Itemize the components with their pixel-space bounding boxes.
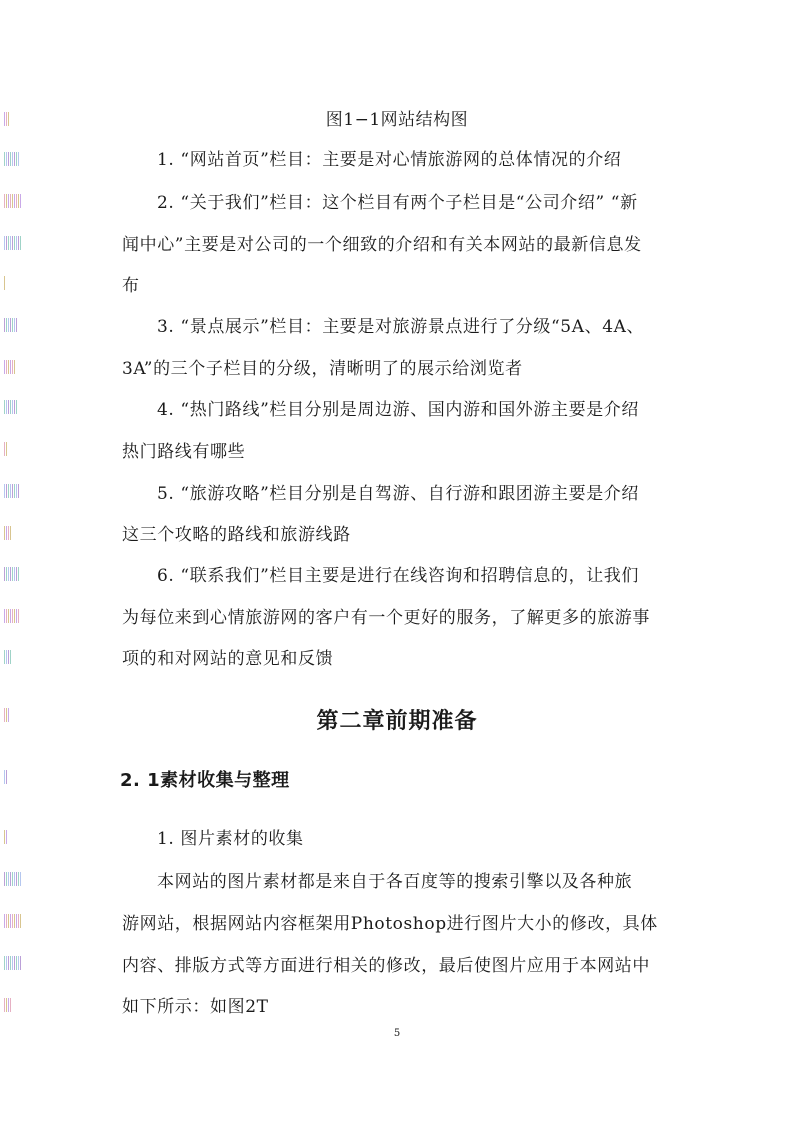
scan-noise-stroke xyxy=(8,194,9,208)
paragraph-line: 1. “网站首页”栏目：主要是对心情旅游网的总体情况的介绍 xyxy=(157,150,622,170)
scan-noise-stroke xyxy=(6,236,7,250)
scan-noise-stroke xyxy=(6,484,7,498)
scan-noise-stroke xyxy=(16,236,17,250)
scan-noise-stroke xyxy=(14,484,15,498)
scan-noise-stroke xyxy=(4,276,5,290)
scan-noise-mark xyxy=(4,192,22,210)
scan-noise-stroke xyxy=(14,236,15,250)
paragraph-line: 为每位来到心情旅游网的客户有一个更好的服务，了解更多的旅游事 xyxy=(122,608,650,628)
scan-noise-stroke xyxy=(8,360,9,374)
scan-noise-stroke xyxy=(4,650,5,664)
scan-noise-stroke xyxy=(12,956,13,970)
scan-noise-stroke xyxy=(6,442,7,456)
scan-noise-stroke xyxy=(14,194,15,208)
scan-noise-stroke xyxy=(16,484,17,498)
figure-caption: 图1−1网站结构图 xyxy=(325,110,469,130)
scan-noise-stroke xyxy=(10,360,11,374)
scan-noise-stroke xyxy=(10,956,11,970)
scan-noise-stroke xyxy=(20,872,21,886)
scan-noise-stroke xyxy=(10,872,11,886)
page-number: 5 xyxy=(393,1028,401,1039)
scan-noise-stroke xyxy=(8,609,9,623)
scan-noise-mark xyxy=(4,524,22,542)
scan-noise-stroke xyxy=(16,318,17,332)
scan-noise-stroke xyxy=(8,998,9,1012)
scan-noise-stroke xyxy=(18,152,19,166)
paragraph-line: 如下所示：如图2T xyxy=(122,997,269,1017)
scan-noise-stroke xyxy=(4,526,5,540)
scan-noise-mark xyxy=(4,828,22,846)
scan-noise-stroke xyxy=(4,484,5,498)
scan-noise-stroke xyxy=(18,609,19,623)
scan-noise-stroke xyxy=(8,872,9,886)
scan-noise-stroke xyxy=(18,484,19,498)
scan-noise-stroke xyxy=(14,360,15,374)
paragraph-line: 布 xyxy=(122,276,140,296)
paragraph-line: 2. “关于我们”栏目：这个栏目有两个子栏目是“公司介绍” “新 xyxy=(157,193,638,213)
scan-noise-stroke xyxy=(18,872,19,886)
scan-noise-stroke xyxy=(12,152,13,166)
scan-noise-stroke xyxy=(16,872,17,886)
paragraph-line: 闻中心”主要是对公司的一个细致的介绍和有关本网站的最新信息发 xyxy=(122,235,642,255)
scan-noise-stroke xyxy=(4,400,5,414)
scan-noise-stroke xyxy=(12,609,13,623)
paragraph-line: 4. “热门路线”栏目分别是周边游、国内游和国外游主要是介绍 xyxy=(157,400,640,420)
scan-noise-stroke xyxy=(4,360,5,374)
scan-noise-mark xyxy=(4,440,22,458)
scan-noise-stroke xyxy=(20,194,21,208)
scan-noise-stroke xyxy=(10,400,11,414)
scan-noise-stroke xyxy=(10,526,11,540)
scan-noise-stroke xyxy=(18,956,19,970)
scan-noise-mark xyxy=(4,954,22,972)
scan-noise-stroke xyxy=(14,400,15,414)
scan-noise-mark xyxy=(4,912,22,930)
scan-noise-stroke xyxy=(6,770,7,784)
scan-noise-stroke xyxy=(14,567,15,581)
scan-noise-stroke xyxy=(4,609,5,623)
scan-noise-mark xyxy=(4,607,22,625)
scan-noise-stroke xyxy=(10,152,11,166)
scan-noise-stroke xyxy=(8,152,9,166)
scan-noise-stroke xyxy=(14,914,15,928)
scan-noise-mark xyxy=(4,316,22,334)
paragraph-line: 3A”的三个子栏目的分级，清晰明了的展示给浏览者 xyxy=(122,359,523,379)
paragraph-line: 6. “联系我们”栏目主要是进行在线咨询和招聘信息的，让我们 xyxy=(157,566,640,586)
scan-noise-stroke xyxy=(10,318,11,332)
paragraph-line: 游网站，根据网站内容框架用Photoshop进行图片大小的修改，具体 xyxy=(122,914,658,934)
scan-noise-stroke xyxy=(8,484,9,498)
scan-noise-mark xyxy=(4,358,22,376)
scan-noise-stroke xyxy=(12,484,13,498)
scan-noise-mark xyxy=(4,648,22,666)
scan-noise-stroke xyxy=(18,236,19,250)
scan-noise-stroke xyxy=(6,194,7,208)
scan-noise-stroke xyxy=(10,194,11,208)
paragraph-line: 热门路线有哪些 xyxy=(122,442,246,462)
scan-noise-stroke xyxy=(16,956,17,970)
scan-noise-mark xyxy=(4,234,22,252)
scan-noise-stroke xyxy=(8,318,9,332)
scan-noise-stroke xyxy=(4,442,5,456)
scan-noise-mark xyxy=(4,768,22,786)
scan-noise-stroke xyxy=(4,872,5,886)
scan-noise-stroke xyxy=(14,872,15,886)
scan-noise-stroke xyxy=(4,998,5,1012)
paragraph-line: 本网站的图片素材都是来自于各百度等的搜索引擎以及各种旅 xyxy=(157,872,633,892)
scan-noise-stroke xyxy=(4,770,5,784)
scan-noise-stroke xyxy=(6,998,7,1012)
scan-noise-stroke xyxy=(12,914,13,928)
scan-noise-stroke xyxy=(4,830,5,844)
scan-noise-stroke xyxy=(12,318,13,332)
scan-noise-stroke xyxy=(6,360,7,374)
scan-noise-stroke xyxy=(4,318,5,332)
scan-noise-stroke xyxy=(6,152,7,166)
scan-noise-stroke xyxy=(16,194,17,208)
scan-noise-stroke xyxy=(16,152,17,166)
scan-noise-stroke xyxy=(10,914,11,928)
scan-noise-stroke xyxy=(14,318,15,332)
scan-noise-stroke xyxy=(8,650,9,664)
scan-noise-stroke xyxy=(10,650,11,664)
scan-noise-stroke xyxy=(6,400,7,414)
scan-noise-stroke xyxy=(12,567,13,581)
scan-noise-stroke xyxy=(6,830,7,844)
scan-noise-stroke xyxy=(4,914,5,928)
scan-noise-mark xyxy=(4,150,22,168)
scan-noise-stroke xyxy=(10,236,11,250)
scan-noise-mark xyxy=(4,274,22,292)
scan-noise-stroke xyxy=(10,567,11,581)
scan-noise-stroke xyxy=(10,484,11,498)
paragraph-line: 项的和对网站的意见和反馈 xyxy=(122,649,334,669)
scan-noise-mark xyxy=(4,482,22,500)
scan-noise-stroke xyxy=(10,609,11,623)
scan-noise-stroke xyxy=(4,236,5,250)
scan-noise-stroke xyxy=(14,609,15,623)
scan-noise-stroke xyxy=(6,567,7,581)
scan-noise-stroke xyxy=(12,400,13,414)
scan-noise-stroke xyxy=(4,194,5,208)
scan-noise-stroke xyxy=(6,956,7,970)
scan-noise-stroke xyxy=(6,526,7,540)
scan-noise-stroke xyxy=(6,914,7,928)
scan-noise-stroke xyxy=(8,914,9,928)
scan-noise-stroke xyxy=(6,609,7,623)
paragraph-line: 这三个攻略的路线和旅游线路 xyxy=(122,525,351,545)
scan-noise-stroke xyxy=(18,567,19,581)
scan-noise-stroke xyxy=(8,236,9,250)
scan-noise-stroke xyxy=(20,914,21,928)
scan-noise-stroke xyxy=(4,152,5,166)
scan-noise-stroke xyxy=(8,400,9,414)
paragraph-line: 1. 图片素材的收集 xyxy=(157,829,304,849)
chapter-title: 第二章前期准备 xyxy=(316,709,478,734)
paragraph-line: 3. “景点展示”栏目：主要是对旅游景点进行了分级“5A、4A、 xyxy=(157,317,645,337)
paragraph-line: 5. “旅游攻略”栏目分别是自驾游、自行游和跟团游主要是介绍 xyxy=(157,484,640,504)
scan-noise-stroke xyxy=(8,567,9,581)
scan-noise-stroke xyxy=(6,650,7,664)
scan-noise-mark xyxy=(4,870,22,888)
scan-noise-stroke xyxy=(18,914,19,928)
scan-noise-stroke xyxy=(6,872,7,886)
scan-noise-stroke xyxy=(12,236,13,250)
scan-noise-stroke xyxy=(20,956,21,970)
scan-noise-stroke xyxy=(16,567,17,581)
paragraph-line: 内容、排版方式等方面进行相关的修改，最后使图片应用于本网站中 xyxy=(122,956,650,976)
scan-noise-stroke xyxy=(14,956,15,970)
scan-noise-stroke xyxy=(12,194,13,208)
scan-noise-stroke xyxy=(4,567,5,581)
scan-noise-stroke xyxy=(16,609,17,623)
scan-noise-stroke xyxy=(4,956,5,970)
scan-noise-stroke xyxy=(6,318,7,332)
scan-noise-stroke xyxy=(12,360,13,374)
scan-noise-stroke xyxy=(14,152,15,166)
scan-noise-stroke xyxy=(8,956,9,970)
scan-noise-stroke xyxy=(8,526,9,540)
scan-noise-mark xyxy=(4,398,22,416)
scan-noise-stroke xyxy=(10,998,11,1012)
scan-noise-stroke xyxy=(18,194,19,208)
section-title: 2. 1素材收集与整理 xyxy=(120,770,290,791)
scan-noise-stroke xyxy=(20,236,21,250)
scan-noise-stroke xyxy=(12,872,13,886)
scan-noise-stroke xyxy=(16,400,17,414)
scan-noise-mark xyxy=(4,565,22,583)
scan-noise-stroke xyxy=(16,914,17,928)
scan-noise-mark xyxy=(4,996,22,1014)
